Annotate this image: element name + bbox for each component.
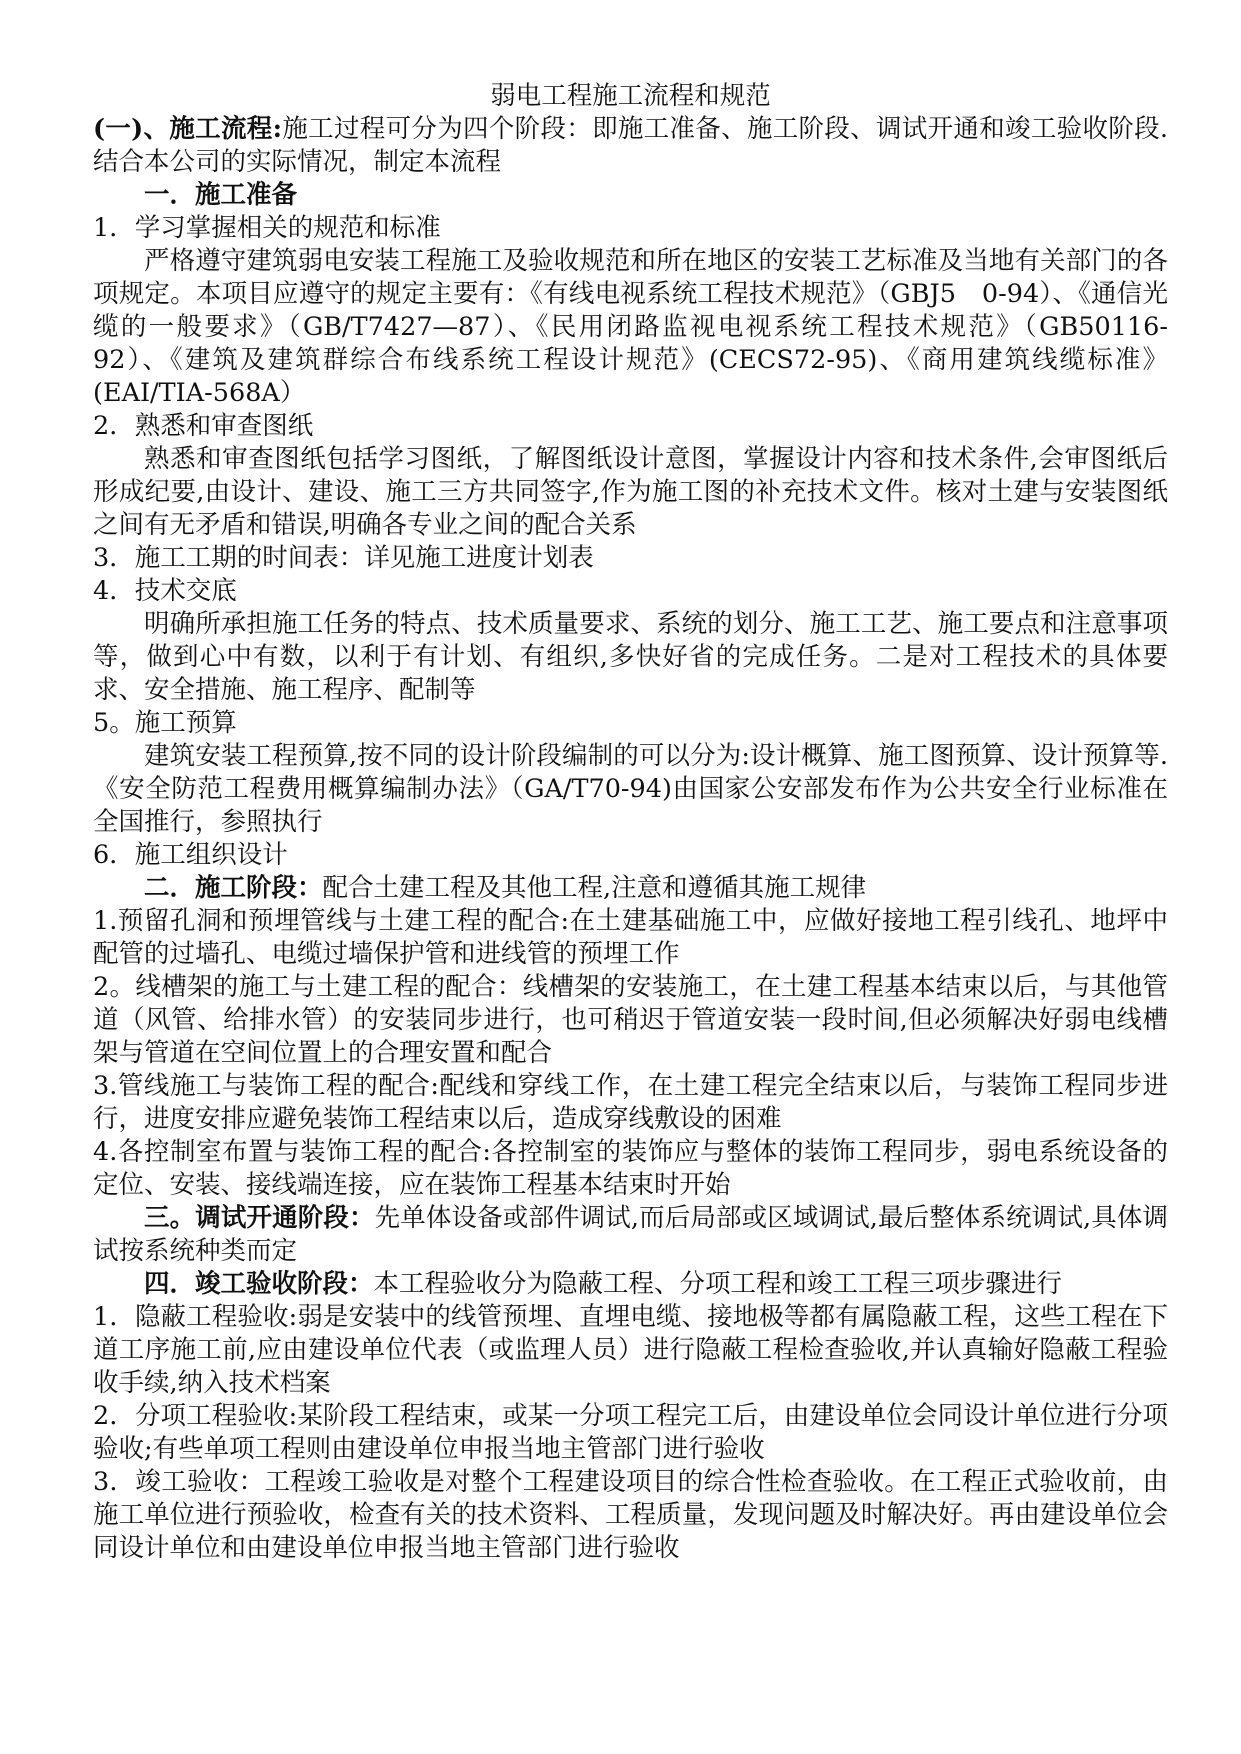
item-body-standards: 严格遵守建筑弱电安装工程施工及验收规范和所在地区的安装工艺标准及当地有关部门的各项规定。本项目应遵守的规定主要有：《有线电视系统工程技术规范》（GBJ5 0-94）、《通信光缆的一般要求》（GB/T7427—87）、《民用闭路监视电视系统工程技术规范》（GB50116-92）、《建筑及建筑群综合布线系统工程设计规范》(CECS72-95)、《商用建筑线缆标准》(EAI/TIA-568A）	[93, 246, 1168, 408]
section-commissioning	[93, 1202, 1168, 1268]
acceptance-paragraph-1: 1．隐蔽工程验收:弱是安装中的线管预埋、直埋电缆、接地极等都有属隐蔽工程，这些工程在下道工序施工前,应由建设单位代表（或监理人员）进行隐蔽工程检查验收,并认真输好隐蔽工程验收手续,纳入技术档案	[93, 1302, 1168, 1398]
section-text-acceptance: 本工程验收分为隐蔽工程、分项工程和竣工工程三项步骤进行	[373, 1269, 1063, 1299]
section-text-commissioning: 先单体设备或部件调试,而后局部或区域调试,最后整体系统调试,具体调试按系统种类而定	[93, 1203, 1168, 1266]
construction-paragraph-4: 4.各控制室布置与装饰工程的配合:各控制室的装饰应与整体的装饰工程同步，弱电系统设备的定位、安装、接线端连接，应在装饰工程基本结束时开始	[93, 1137, 1168, 1200]
item-body-budget: 建筑安装工程预算,按不同的设计阶段编制的可以分为:设计概算、施工图预算、设计预算等.《安全防范工程费用概算编制办法》（GA/T70-94)由国家公安部发布作为公共安全行业标准在全国推行，参照执行	[93, 741, 1168, 837]
item-body-drawings: 熟悉和审查图纸包括学习图纸，了解图纸设计意图，掌握设计内容和技术条件,会审图纸后形成纪要,由设计、建设、施工三方共同签字,作为施工图的补充技术文件。核对土建与安装图纸之间有无矛盾和错误,明确各专业之间的配合关系	[93, 444, 1168, 540]
intro-label: (一)、施工流程:	[93, 114, 283, 144]
item-body-briefing: 明确所承担施工任务的特点、技术质量要求、系统的划分、施工工艺、施工要点和注意事项等，做到心中有数，以利于有计划、有组织,多快好省的完成任务。二是对工程技术的具体要求、安全措施、施工程序、配制等	[93, 609, 1168, 705]
acceptance-paragraph-2: 2．分项工程验收:某阶段工程结束，或某一分项工程完工后，由建设单位会同设计单位进行分项验收;有些单项工程则由建设单位申报当地主管部门进行验收	[93, 1401, 1168, 1464]
section-heading-acceptance: 四．竣工验收阶段：	[144, 1269, 374, 1299]
section-construction	[93, 872, 1168, 905]
intro-paragraph	[93, 113, 1168, 179]
document-page	[93, 80, 1168, 1565]
item-title-standards: 1．学习掌握相关的规范和标准	[93, 213, 441, 243]
item-title-budget: 5。施工预算	[93, 708, 237, 738]
construction-paragraph-1: 1.预留孔洞和预埋管线与土建工程的配合:在土建基础施工中，应做好接地工程引线孔、地坪中配管的过墙孔、电缆过墙保护管和进线管的预埋工作	[93, 906, 1168, 969]
document-title: 弱电工程施工流程和规范	[490, 81, 771, 111]
item-title-drawings: 2．熟悉和审查图纸	[93, 411, 314, 441]
intro-text: 施工过程可分为四个阶段：即施工准备、施工阶段、调试开通和竣工验收阶段.结合本公司的实际情况，制定本流程	[93, 114, 1169, 177]
item-title-briefing: 4．技术交底	[93, 576, 237, 606]
section-acceptance	[93, 1268, 1168, 1301]
acceptance-paragraph-3: 3．竣工验收：工程竣工验收是对整个工程建设项目的综合性检查验收。在工程正式验收前，由施工单位进行预验收，检查有关的技术资料、工程质量，发现问题及时解决好。再由建设单位会同设计单位和由建设单位申报当地主管部门进行验收	[93, 1467, 1168, 1563]
construction-paragraph-3: 3.管线施工与装饰工程的配合:配线和穿线工作，在土建工程完全结束以后，与装饰工程同步进行，进度安排应避免装饰工程结束以后，造成穿线敷设的困难	[93, 1071, 1168, 1134]
section-heading-preparation: 一．施工准备	[144, 180, 298, 210]
item-title-schedule: 3．施工工期的时间表：详见施工进度计划表	[93, 543, 594, 573]
construction-paragraph-2: 2。线槽架的施工与土建工程的配合：线槽架的安装施工，在土建工程基本结束以后，与其他管道（风管、给排水管）的安装同步进行，也可稍迟于管道安装一段时间,但必须解决好弱电线槽架与管道在空间位置上的合理安置和配合	[93, 972, 1168, 1068]
section-text-construction: 配合土建工程及其他工程,注意和遵循其施工规律	[322, 873, 867, 903]
item-title-organization: 6．施工组织设计	[93, 840, 288, 870]
section-heading-construction: 二．施工阶段：	[144, 873, 323, 903]
section-heading-commissioning: 三。调试开通阶段：	[144, 1203, 375, 1233]
